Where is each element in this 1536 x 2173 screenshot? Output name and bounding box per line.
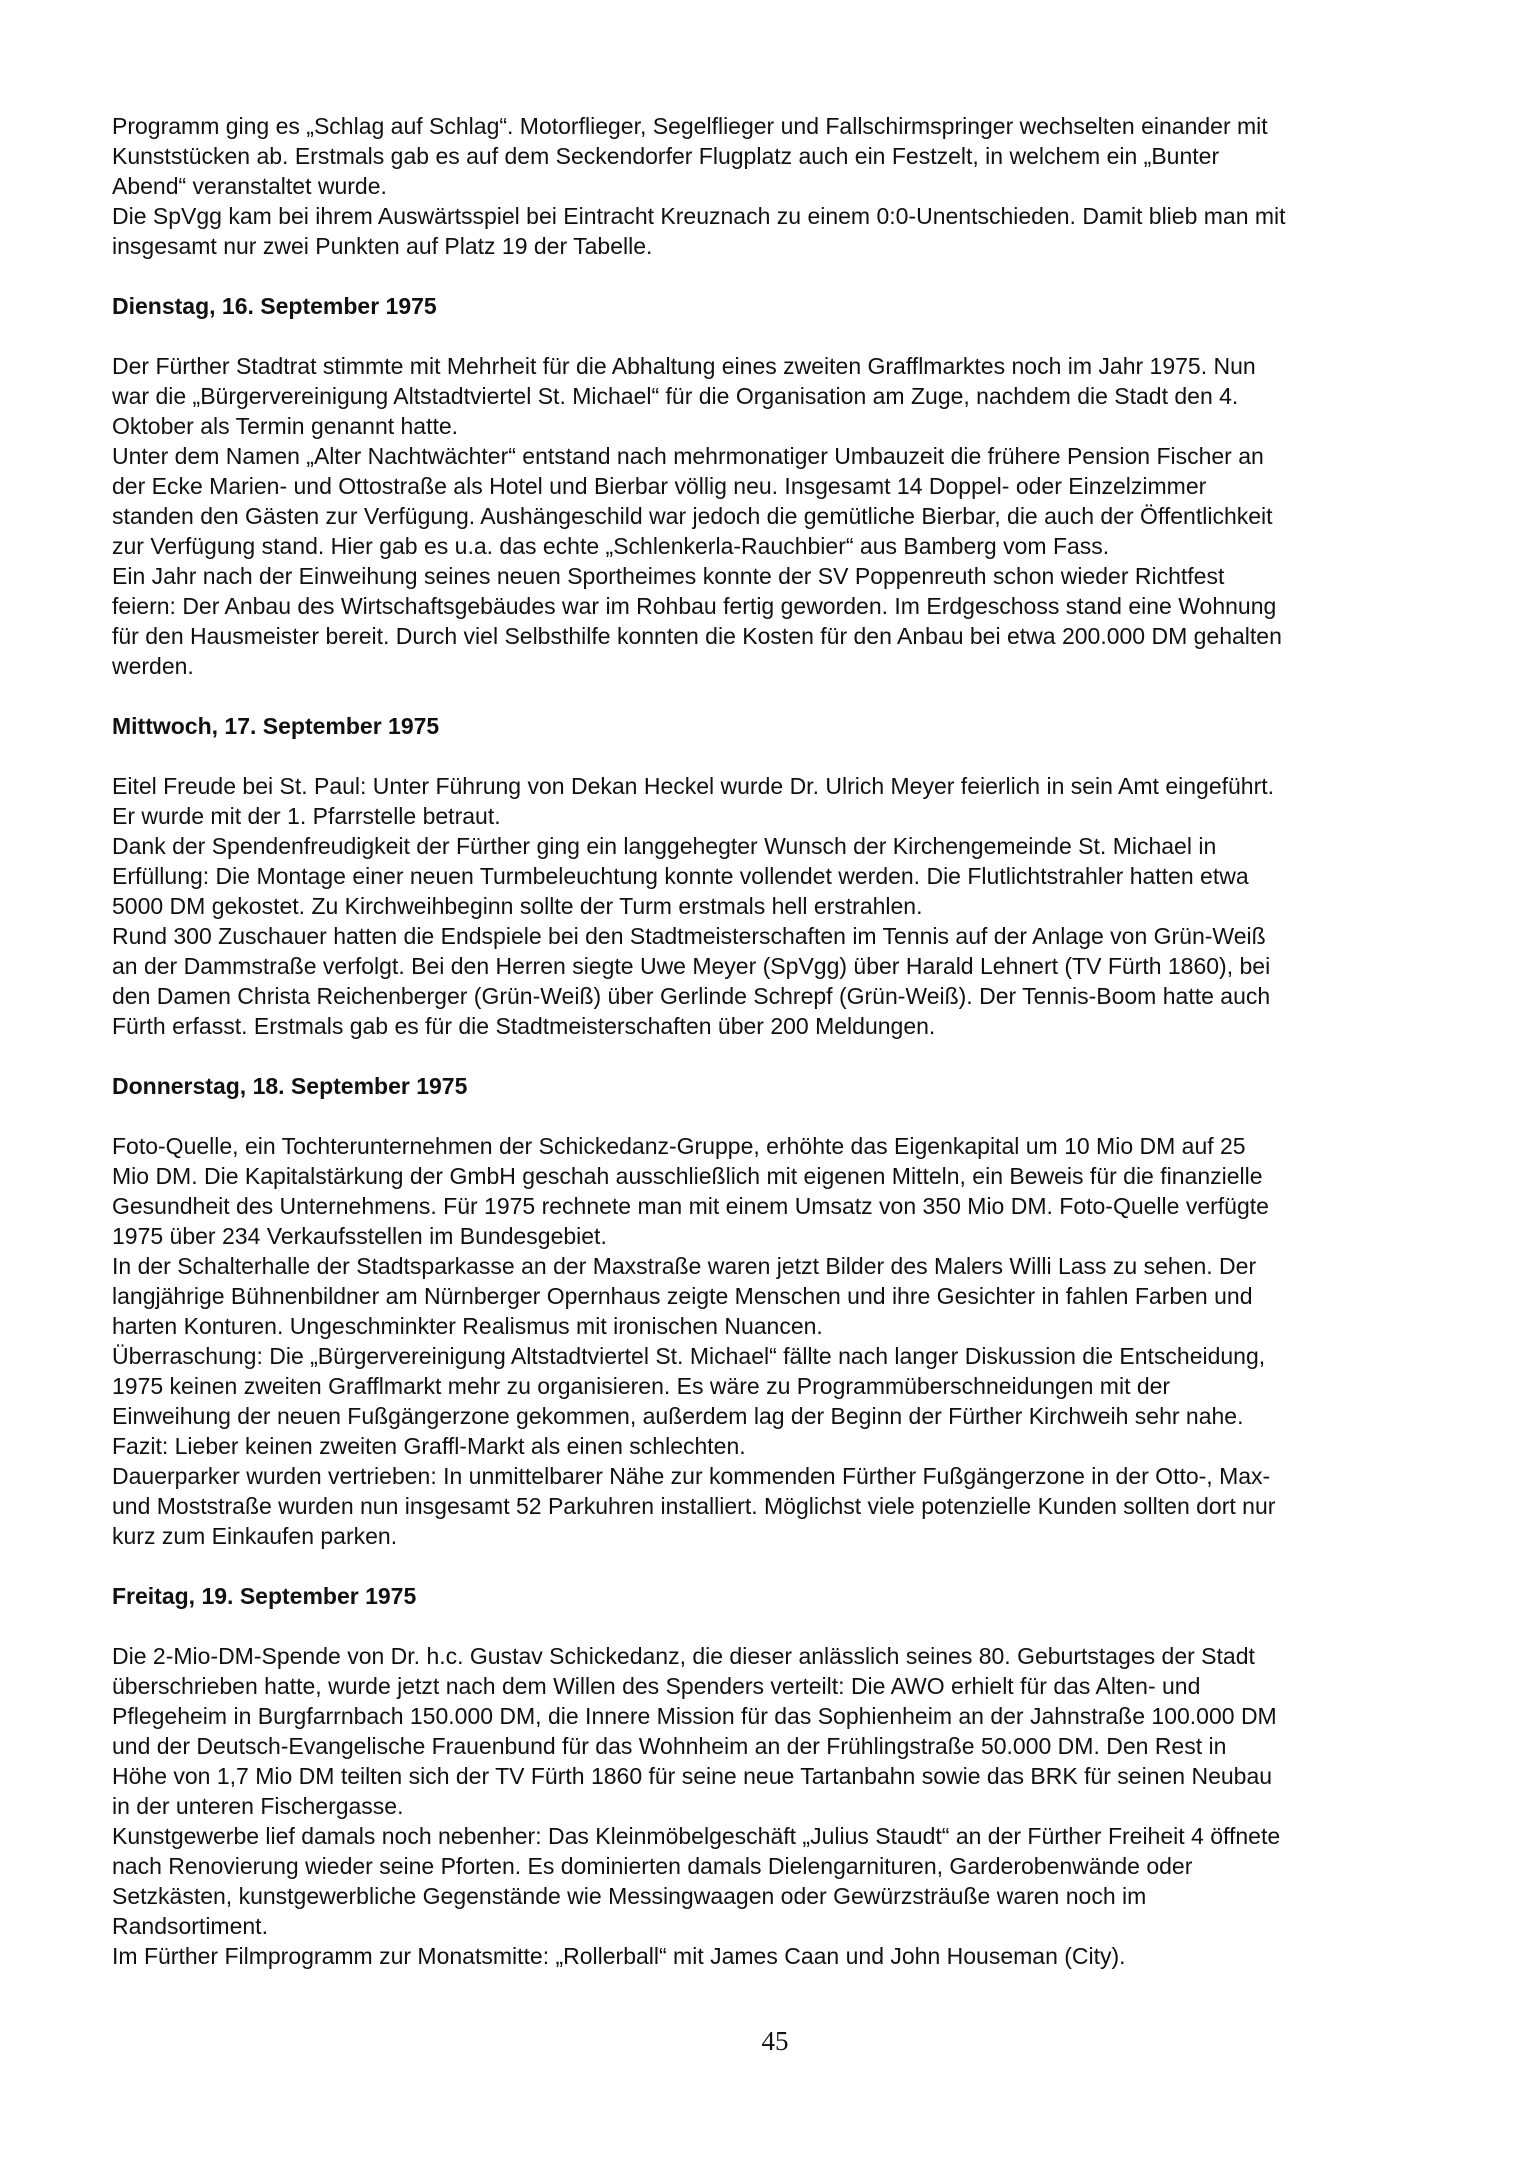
section-heading: Donnerstag, 18. September 1975 bbox=[112, 1073, 468, 1099]
text-line: Programm ging es „Schlag auf Schlag“. Motorflieger, Segelflieger und Fallschirmspringer wechselten einander mit bbox=[112, 113, 1268, 139]
text-line: Überraschung: Die „Bürgervereinigung Altstadtviertel St. Michael“ fällte nach langer Diskussion die Entscheidung, bbox=[112, 1343, 1266, 1369]
day-section bbox=[112, 291, 1472, 681]
text-line: Unter dem Namen „Alter Nachtwächter“ entstand nach mehrmonatiger Umbauzeit die frühere Pension Fischer an bbox=[112, 443, 1264, 469]
text-line: harten Konturen. Ungeschminkter Realismus mit ironischen Nuancen. bbox=[112, 1313, 823, 1339]
text-line: war die „Bürgervereinigung Altstadtviertel St. Michael“ für die Organisation am Zuge, nachdem die Stadt den 4. bbox=[112, 383, 1239, 409]
day-section bbox=[112, 1071, 1472, 1551]
text-line: langjährige Bühnenbildner am Nürnberger Opernhaus zeigte Menschen und ihre Gesichter in fahlen Farben und bbox=[112, 1283, 1253, 1309]
text-line: Fazit: Lieber keinen zweiten Graffl-Markt als einen schlechten. bbox=[112, 1433, 746, 1459]
text-line: Foto-Quelle, ein Tochterunternehmen der Schickedanz-Gruppe, erhöhte das Eigenkapital um 10 Mio DM auf 25 bbox=[112, 1133, 1246, 1159]
text-line: Rund 300 Zuschauer hatten die Endspiele bei den Stadtmeisterschaften im Tennis auf der Anlage von Grün-Weiß bbox=[112, 923, 1266, 949]
text-line: in der unteren Fischergasse. bbox=[112, 1793, 404, 1819]
text-line: Setzkästen, kunstgewerbliche Gegenstände wie Messingwaagen oder Gewürzsträuße waren noch im bbox=[112, 1883, 1147, 1909]
text-line: Ein Jahr nach der Einweihung seines neuen Sportheimes konnte der SV Poppenreuth schon wieder Richtfest bbox=[112, 563, 1225, 589]
text-line: Der Fürther Stadtrat stimmte mit Mehrheit für die Abhaltung eines zweiten Grafflmarktes noch im Jahr 1975. Nun bbox=[112, 353, 1256, 379]
text-line: werden. bbox=[112, 653, 194, 679]
text-line: den Damen Christa Reichenberger (Grün-Weiß) über Gerlinde Schrepf (Grün-Weiß). Der Tennis-Boom hatte auch bbox=[112, 983, 1271, 1009]
text-line: Im Fürther Filmprogramm zur Monatsmitte: „Rollerball“ mit James Caan und John Houseman (City). bbox=[112, 1943, 1126, 1969]
text-line: und der Deutsch-Evangelische Frauenbund für das Wohnheim an der Frühlingstraße 50.000 DM. Den Rest in bbox=[112, 1733, 1227, 1759]
section-heading: Freitag, 19. September 1975 bbox=[112, 1583, 417, 1609]
text-line: zur Verfügung stand. Hier gab es u.a. das echte „Schlenkerla-Rauchbier“ aus Bamberg vom Fass. bbox=[112, 533, 1110, 559]
text-line: Eitel Freude bei St. Paul: Unter Führung von Dekan Heckel wurde Dr. Ulrich Meyer feierlich in sein Amt eingeführt. bbox=[112, 773, 1275, 799]
day-section bbox=[112, 1581, 1472, 1971]
text-line: standen den Gästen zur Verfügung. Aushängeschild war jedoch die gemütliche Bierbar, die auch der Öffentlichkeit bbox=[112, 503, 1273, 529]
text-line: an der Dammstraße verfolgt. Bei den Herren siegte Uwe Meyer (SpVgg) über Harald Lehnert (TV Fürth 1860), bei bbox=[112, 953, 1271, 979]
text-line: Pflegeheim in Burgfarrnbach 150.000 DM, die Innere Mission für das Sophienheim an der Jahnstraße 100.000 DM bbox=[112, 1703, 1277, 1729]
text-line: Gesundheit des Unternehmens. Für 1975 rechnete man mit einem Umsatz von 350 Mio DM. Foto-Quelle verfügte bbox=[112, 1193, 1269, 1219]
text-line: Erfüllung: Die Montage einer neuen Turmbeleuchtung konnte vollendet werden. Die Flutlichtstrahler hatten etwa bbox=[112, 863, 1249, 889]
text-line: 1975 keinen zweiten Grafflmarkt mehr zu organisieren. Es wäre zu Programmüberschneidungen mit der bbox=[112, 1373, 1171, 1399]
text-line: insgesamt nur zwei Punkten auf Platz 19 der Tabelle. bbox=[112, 233, 653, 259]
text-line: Kunstgewerbe lief damals noch nebenher: Das Kleinmöbelgeschäft „Julius Staudt“ an der Fürther Freiheit 4 öffnete bbox=[112, 1823, 1281, 1849]
text-line: Kunststücken ab. Erstmals gab es auf dem Seckendorfer Flugplatz auch ein Festzelt, in welchem ein „Bunter bbox=[112, 143, 1220, 169]
text-line: und Moststraße wurden nun insgesamt 52 Parkuhren installiert. Möglichst viele potenzielle Kunden sollten dort nur bbox=[112, 1493, 1276, 1519]
text-line: Randsortiment. bbox=[112, 1913, 268, 1939]
day-sections bbox=[112, 291, 1472, 1971]
text-line: Er wurde mit der 1. Pfarrstelle betraut. bbox=[112, 803, 501, 829]
text-line: der Ecke Marien- und Ottostraße als Hotel und Bierbar völlig neu. Insgesamt 14 Doppel- oder Einzelzimmer bbox=[112, 473, 1207, 499]
text-line: nach Renovierung wieder seine Pforten. Es dominierten damals Dielengarnituren, Garderobenwände oder bbox=[112, 1853, 1193, 1879]
day-section bbox=[112, 711, 1472, 1041]
text-line: 5000 DM gekostet. Zu Kirchweihbeginn sollte der Turm erstmals hell erstrahlen. bbox=[112, 893, 923, 919]
text-line: 1975 über 234 Verkaufsstellen im Bundesgebiet. bbox=[112, 1223, 607, 1249]
text-line: Dauerparker wurden vertrieben: In unmittelbarer Nähe zur kommenden Fürther Fußgängerzone in der Otto-, Max- bbox=[112, 1463, 1271, 1489]
text-line: überschrieben hatte, wurde jetzt nach dem Willen des Spenders verteilt: Die AWO erhielt für das Alten- und bbox=[112, 1673, 1201, 1699]
text-line: Mio DM. Die Kapitalstärkung der GmbH geschah ausschließlich mit eigenen Mitteln, ein Beweis für die finanzielle bbox=[112, 1163, 1263, 1189]
text-line: feiern: Der Anbau des Wirtschaftsgebäudes war im Rohbau fertig geworden. Im Erdgeschoss stand eine Wohnung bbox=[112, 593, 1277, 619]
text-line: Abend“ veranstaltet wurde. bbox=[112, 173, 387, 199]
text-line: Fürth erfasst. Erstmals gab es für die Stadtmeisterschaften über 200 Meldungen. bbox=[112, 1013, 936, 1039]
section-heading: Dienstag, 16. September 1975 bbox=[112, 293, 437, 319]
text-line: Höhe von 1,7 Mio DM teilten sich der TV Fürth 1860 für seine neue Tartanbahn sowie das BRK für seinen Neubau bbox=[112, 1763, 1273, 1789]
text-line: In der Schalterhalle der Stadtsparkasse an der Maxstraße waren jetzt Bilder des Malers Willi Lass zu sehen. Der bbox=[112, 1253, 1257, 1279]
text-line: für den Hausmeister bereit. Durch viel Selbsthilfe konnten die Kosten für den Anbau bei etwa 200.000 DM gehalten bbox=[112, 623, 1282, 649]
section-heading: Mittwoch, 17. September 1975 bbox=[112, 713, 440, 739]
text-line: Die 2-Mio-DM-Spende von Dr. h.c. Gustav Schickedanz, die dieser anlässlich seines 80. Geburtstages der Stadt bbox=[112, 1643, 1255, 1669]
intro-paragraphs bbox=[112, 111, 1472, 261]
document-body bbox=[112, 111, 1472, 1971]
text-line: Oktober als Termin genannt hatte. bbox=[112, 413, 459, 439]
text-line: Die SpVgg kam bei ihrem Auswärtsspiel bei Eintracht Kreuznach zu einem 0:0-Unentschieden. Damit blieb man mit bbox=[112, 203, 1286, 229]
text-line: Dank der Spendenfreudigkeit der Fürther ging ein langgehegter Wunsch der Kirchengemeinde St. Michael in bbox=[112, 833, 1217, 859]
page-number: 45 bbox=[761, 2026, 789, 2056]
text-line: kurz zum Einkaufen parken. bbox=[112, 1523, 398, 1549]
text-line: Einweihung der neuen Fußgängerzone gekommen, außerdem lag der Beginn der Fürther Kirchweih sehr nahe. bbox=[112, 1403, 1244, 1429]
